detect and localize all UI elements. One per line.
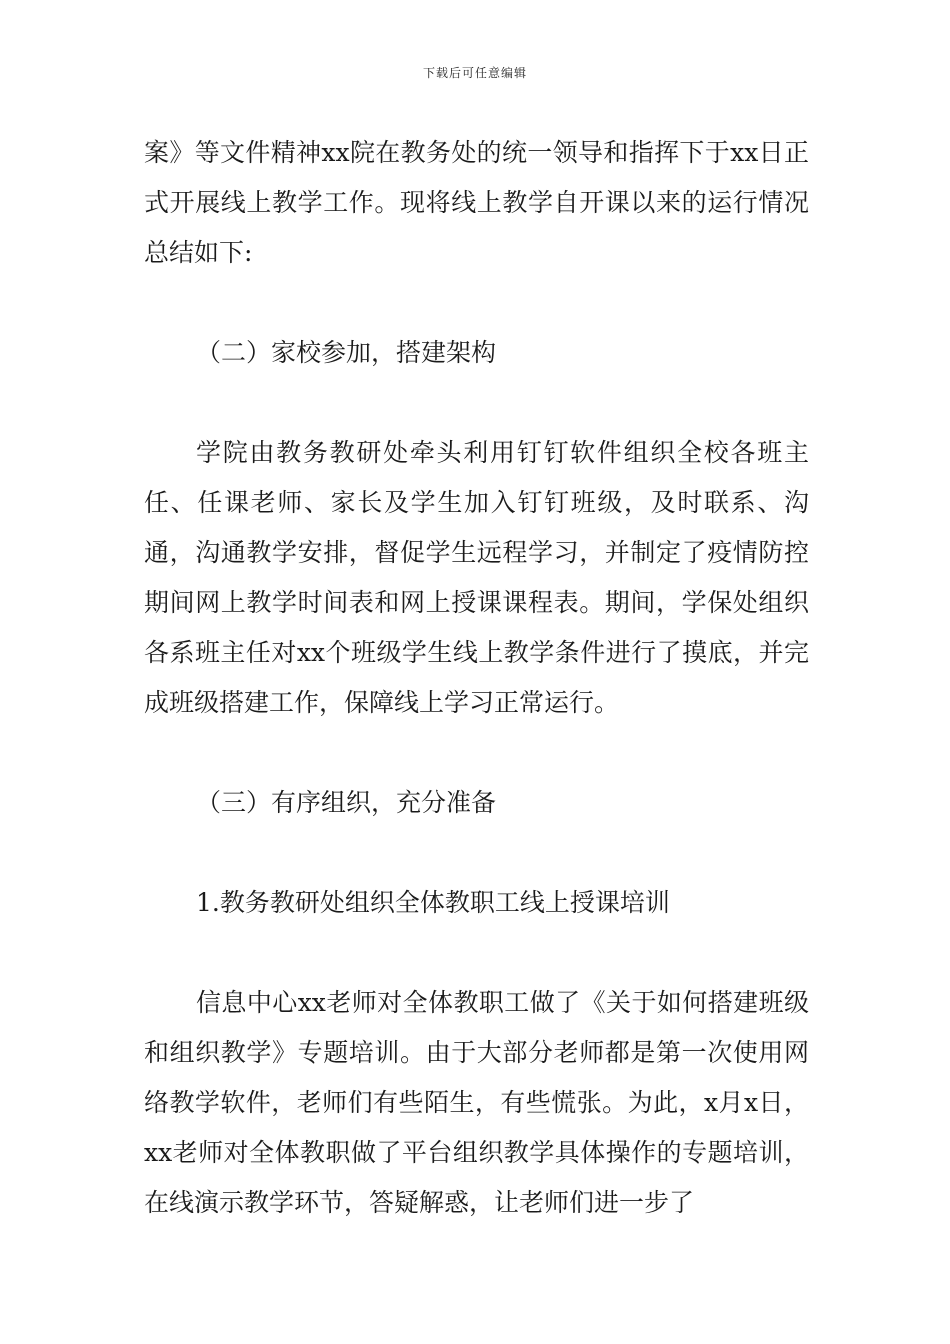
section-heading-2: （二）家校参加，搭建架构 bbox=[196, 338, 497, 367]
spacer bbox=[144, 928, 809, 978]
item-1-paragraph: 信息中心xx老师对全体教职工做了《关于如何搭建班级和组织教学》专题培训。由于大部分老师都是第一次使用网络教学软件，老师们有些陌生，有些慌张。为此，x月x日，xx老师对全体教职做了平台组织教学具体操作的专题培训，在线演示教学环节，答疑解惑，让老师们进一步了 bbox=[144, 988, 809, 1217]
item-1-heading: 1.教务教研处组织全体教职工线上授课培训 bbox=[196, 888, 670, 917]
spacer bbox=[144, 828, 809, 878]
section-2-paragraph: 学院由教务教研处牵头利用钉钉软件组织全校各班主任、任课老师、家长及学生加入钉钉班级，及时联系、沟通，沟通教学安排，督促学生远程学习，并制定了疫情防控期间网上教学时间表和网上授课课程表。期间，学保处组织各系班主任对xx个班级学生线上教学条件进行了摸底，并完成班级搭建工作，保障线上学习正常运行。 bbox=[144, 438, 809, 717]
spacer bbox=[144, 278, 809, 328]
document-body bbox=[144, 128, 809, 1228]
spacer bbox=[144, 728, 809, 778]
intro-paragraph: 案》等文件精神xx院在教务处的统一领导和指挥下于xx日正式开展线上教学工作。现将线上教学自开课以来的运行情况总结如下: bbox=[144, 138, 809, 267]
spacer bbox=[144, 378, 809, 428]
section-heading-3: （三）有序组织，充分准备 bbox=[196, 788, 497, 817]
page-header: 下载后可任意编辑 bbox=[422, 66, 527, 80]
